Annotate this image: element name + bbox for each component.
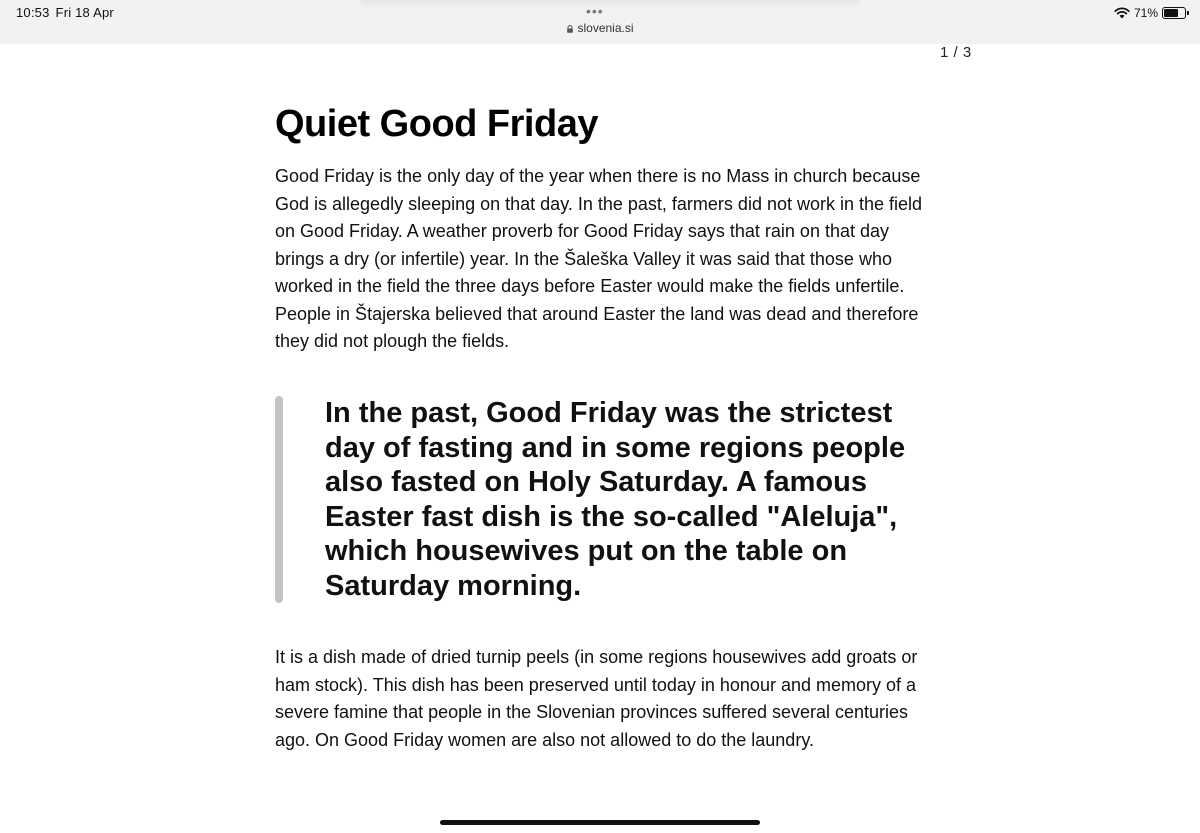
battery-percent: 71% — [1133, 6, 1158, 20]
home-indicator[interactable] — [440, 820, 760, 825]
browser-menu-dots[interactable]: ••• — [586, 3, 604, 19]
article-title: Quiet Good Friday — [275, 103, 598, 145]
status-time-group — [16, 5, 114, 20]
battery-level-fill — [1164, 9, 1178, 17]
status-bar — [0, 0, 1200, 44]
url-text: slovenia.si — [577, 21, 634, 35]
status-date: Fri 18 Apr — [55, 5, 114, 20]
pull-quote: In the past, Good Friday was the strictest day of fasting and in some regions people also fasted on Holy Saturday. A famous Easter fast dish is the so-called "Aleluja", which housewives put on the table on Saturday morning. — [325, 397, 906, 602]
article-paragraph-2: It is a dish made of dried turnip peels (in some regions housewives add groats or ham stock). This dish has been preserved until today in honour and memory of a severe famine that people in the Slovenian provinces suffered several centuries ago. On Good Friday women are also not allowed to do the laundry. — [275, 647, 918, 750]
blockquote-bar — [275, 396, 283, 603]
wifi-icon — [1114, 7, 1130, 19]
battery-icon — [1162, 7, 1186, 19]
page-indicator: 1 / 3 — [940, 44, 972, 61]
address-bar[interactable] — [0, 21, 1200, 35]
status-right-group — [1114, 5, 1186, 21]
lock-icon — [566, 25, 574, 33]
article-paragraph-1: Good Friday is the only day of the year when there is no Mass in church because God is allegedly sleeping on that day. In the past, farmers did not work in the field on Good Friday. A weather proverb for Good Friday says that rain on that day brings a dry (or infertile) year. In the Šaleška Valley it was said that those who worked in the field the three days before Easter would make the fields unfertile. People in Štajerska believed that around Easter the land was dead and therefore they did not plough the fields. — [275, 166, 923, 351]
status-time: 10:53 — [16, 5, 50, 20]
browser-top-handle — [360, 0, 860, 8]
